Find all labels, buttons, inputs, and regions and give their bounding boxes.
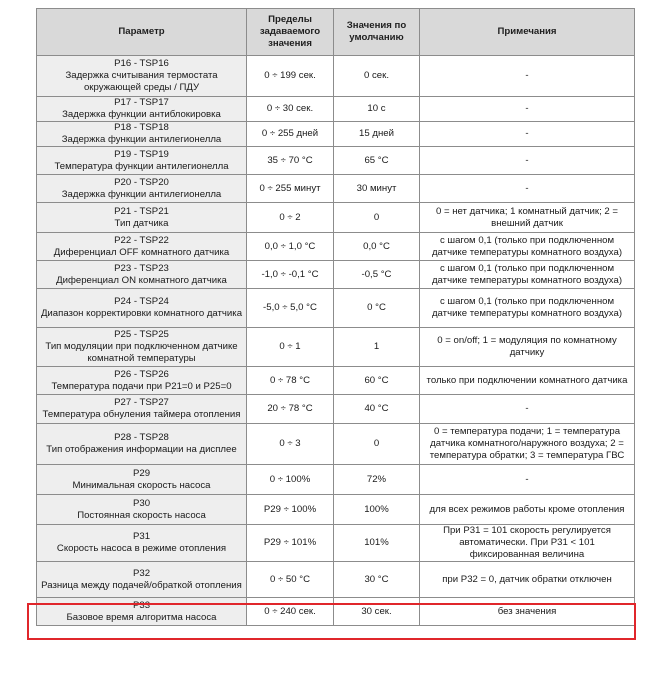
default-cell: 0 сек. [334,56,420,97]
range-cell: 0 ÷ 2 [247,203,334,233]
param-cell [37,56,247,97]
param-cell [37,175,247,203]
note-cell: с шагом 0,1 (только при подключенном датчике температуры комнатного воздуха) [420,233,635,261]
param-name: Диапазон корректировки комнатного датчика [40,308,243,319]
param-name: Тип датчика [114,217,169,229]
table-row [37,97,635,122]
range-cell: 0 ÷ 1 [247,328,334,367]
range-cell: -1,0 ÷ -0,1 °C [247,261,334,289]
param-code: P23 - TSP23 [114,262,169,274]
param-name: Температура функции антилегионелла [54,160,229,172]
param-code: P20 - TSP20 [114,176,169,188]
range-cell: 0 ÷ 255 минут [247,175,334,203]
param-name: Базовое время алгоритма насоса [66,611,217,623]
parameters-table [36,8,635,626]
default-cell: 0 [334,424,420,465]
table-row [37,395,635,424]
note-cell: - [420,97,635,122]
param-name: Задержка функции антилегионелла [61,188,222,200]
note-cell: 0 = нет датчика; 1 комнатный датчик; 2 = внешний датчик [420,203,635,233]
default-cell: 30 сек. [334,598,420,626]
note-cell: без значения [420,598,635,626]
range-cell: 35 ÷ 70 °C [247,147,334,175]
param-code: P31 [132,531,151,542]
param-name: Постоянная скорость насоса [77,509,206,521]
param-name: Задержка функции антилегионелла [61,134,222,145]
param-code: P33 [132,599,151,611]
param-code: P25 - TSP25 [114,329,169,340]
note-cell: - [420,56,635,97]
header-range: Пределы задаваемого значения [247,9,334,56]
range-cell: P29 ÷ 101% [247,525,334,562]
default-cell: 30 минут [334,175,420,203]
param-code: P18 - TSP18 [114,122,169,133]
param-name: Тип модуляции при подключенном датчике комнатной температуры [45,341,238,364]
param-cell [37,233,247,261]
param-cell [37,122,247,147]
table-row [37,122,635,147]
param-cell [37,367,247,395]
table-body [37,56,635,626]
table-row [37,562,635,598]
param-cell [37,261,247,289]
param-name: Температура обнуления таймера отопления [42,409,241,420]
table-row [37,465,635,495]
table-row [37,328,635,367]
param-code: P27 - TSP27 [114,397,169,408]
range-cell: P29 ÷ 100% [247,495,334,525]
table-row [37,175,635,203]
param-name: Разница между подачей/обраткой отопления [41,579,242,591]
note-cell: 0 = on/off; 1 = модуляция по комнатному датчику [420,328,635,367]
default-cell: 72% [334,465,420,495]
default-cell: 0,0 °C [334,233,420,261]
range-cell: 20 ÷ 78 °C [247,395,334,424]
param-code: P30 [132,497,151,509]
param-name: Задержка считывания термостата окружающей среды / ПДУ [65,70,218,93]
param-code: P22 - TSP22 [114,234,169,246]
table-row [37,203,635,233]
header-param: Параметр [37,9,247,56]
table-row [37,367,635,395]
range-cell: 0 ÷ 3 [247,424,334,465]
table-row [37,525,635,562]
default-cell: 0 °C [334,289,420,328]
param-code: P28 - TSP28 [114,432,169,443]
table-row [37,56,635,97]
range-cell: 0 ÷ 50 °C [247,562,334,598]
param-cell [37,424,247,465]
param-cell [37,465,247,495]
param-cell [37,328,247,367]
param-name: Температура подачи при P21=0 и P25=0 [51,380,232,392]
range-cell: 0 ÷ 30 сек. [247,97,334,122]
param-name: Скорость насоса в режиме отопления [56,543,227,554]
note-cell: - [420,395,635,424]
range-cell: -5,0 ÷ 5,0 °C [247,289,334,328]
default-cell: 65 °C [334,147,420,175]
note-cell: для всех режимов работы кроме отопления [420,495,635,525]
default-cell: -0,5 °C [334,261,420,289]
param-cell [37,97,247,122]
param-cell [37,395,247,424]
table-row [37,289,635,328]
table-row [37,261,635,289]
note-cell: - [420,147,635,175]
table-row [37,147,635,175]
header-row [37,9,635,56]
note-cell: с шагом 0,1 (только при подключенном датчике температуры комнатного воздуха) [420,289,635,328]
default-cell: 1 [334,328,420,367]
note-cell: с шагом 0,1 (только при подключенном датчике температуры комнатного воздуха) [420,261,635,289]
param-cell [37,562,247,598]
range-cell: 0 ÷ 100% [247,465,334,495]
range-cell: 0 ÷ 255 дней [247,122,334,147]
default-cell: 101% [334,525,420,562]
default-cell: 40 °C [334,395,420,424]
param-code: P16 - TSP16 [114,58,169,69]
range-cell: 0 ÷ 240 сек. [247,598,334,626]
param-code: P29 [132,467,151,479]
param-code: P32 [132,567,151,579]
param-name: Минимальная скорость насоса [72,479,211,491]
param-name: Диференциал OFF комнатного датчика [53,246,230,258]
default-cell: 30 °C [334,562,420,598]
note-cell: При P31 = 101 скорость регулируется автоматически. При P31 < 101 фиксированная величина [420,525,635,562]
param-code: P26 - TSP26 [114,368,169,380]
table-row [37,598,635,626]
table-row [37,233,635,261]
range-cell: 0,0 ÷ 1,0 °C [247,233,334,261]
param-cell [37,289,247,328]
param-name: Тип отображения информации на дисплее [46,444,237,455]
default-cell: 100% [334,495,420,525]
param-cell [37,147,247,175]
default-cell: 15 дней [334,122,420,147]
param-cell [37,598,247,626]
note-cell: 0 = температура подачи; 1 = температура датчика комнатного/наружного воздуха; 2 = температура обратки; 3 = температура ГВС [420,424,635,465]
note-cell: - [420,175,635,203]
param-code: P17 - TSP17 [114,97,169,108]
param-cell [37,203,247,233]
note-cell: - [420,122,635,147]
default-cell: 60 °C [334,367,420,395]
header-default: Значения по умолчанию [334,9,420,56]
note-cell: только при подключении комнатного датчика [420,367,635,395]
param-cell [37,525,247,562]
table-row [37,495,635,525]
note-cell: при P32 = 0, датчик обратки отключен [420,562,635,598]
param-name: Диференциал ON комнатного датчика [56,274,227,286]
param-code: P21 - TSP21 [114,205,169,217]
param-code: P24 - TSP24 [114,296,169,307]
range-cell: 0 ÷ 78 °C [247,367,334,395]
header-notes: Примечания [420,9,635,56]
note-cell: - [420,465,635,495]
default-cell: 0 [334,203,420,233]
default-cell: 10 с [334,97,420,122]
range-cell: 0 ÷ 199 сек. [247,56,334,97]
table-row [37,424,635,465]
param-code: P19 - TSP19 [114,148,169,160]
param-name: Задержка функции антиблокировка [62,109,221,120]
param-cell [37,495,247,525]
